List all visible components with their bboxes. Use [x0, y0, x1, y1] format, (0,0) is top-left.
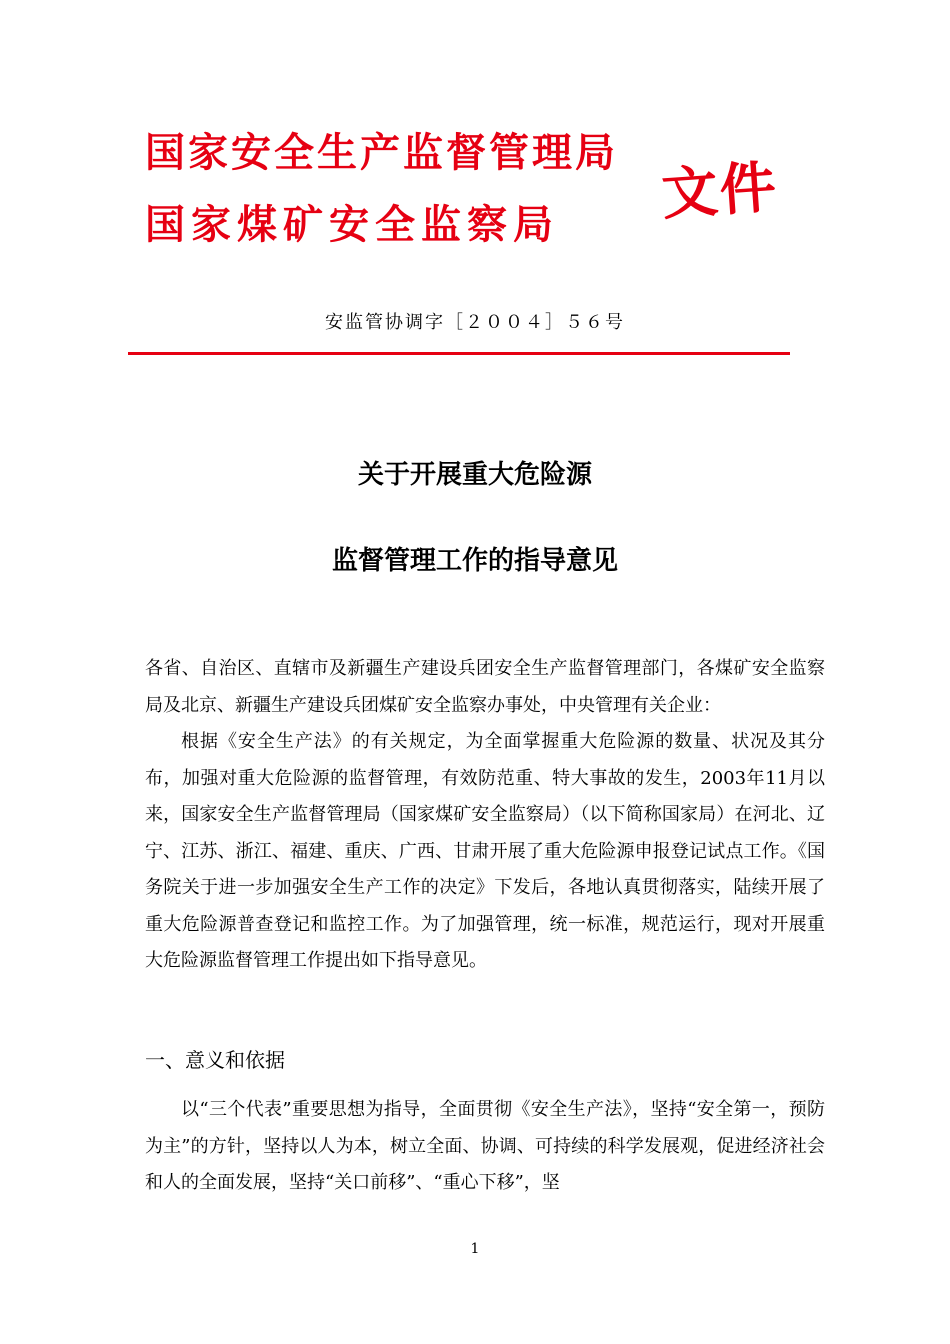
- section-heading-1: 一、意义和依据: [145, 1048, 285, 1072]
- page-number: 1: [470, 1241, 480, 1257]
- body-paragraph-1: 根据《安全生产法》的有关规定，为全面掌握重大危险源的数量、状况及其分布，加强对重大危险源的监督管理，有效防范重、特大事故的发生，2003年11月以来，国家安全生产监督管理局（国家煤矿安全监察局）（以下简称国家局）在河北、辽宁、江苏、浙江、福建、重庆、广西、甘肃开展了重大危险源申报登记试点工作。《国务院关于进一步加强安全生产工作的决定》下发后，各地认真贯彻落实，陆续开展了重大危险源普查登记和监控工作。为了加强管理，统一标准，规范运行，现对开展重大危险源监督管理工作提出如下指导意见。: [145, 731, 825, 971]
- red-divider: [128, 352, 790, 355]
- body-paragraph-2: 以“三个代表”重要思想为指导，全面贯彻《安全生产法》，坚持“安全第一，预防为主”的方针，坚持以人为本，树立全面、协调、可持续的科学发展观，促进经济社会和人的全面发展，坚持“关口前移”、“重心下移”，坚: [145, 1099, 825, 1193]
- issuer-name-2: 国家煤矿安全监察局: [145, 202, 559, 248]
- document-number: 安监管协调字［２００４］５６号: [325, 312, 625, 333]
- document-title-line-2: 监督管理工作的指导意见: [331, 546, 618, 576]
- issuer-name-1: 国家安全生产监督管理局: [145, 130, 618, 176]
- addressee-paragraph: 各省、自治区、直辖市及新疆生产建设兵团安全生产监督管理部门，各煤矿安全监察局及北京、新疆生产建设兵团煤矿安全监察办事处，中央管理有关企业：: [145, 658, 825, 716]
- file-label: 文件: [659, 154, 780, 228]
- document-title-line-1: 关于开展重大危险源: [357, 460, 592, 490]
